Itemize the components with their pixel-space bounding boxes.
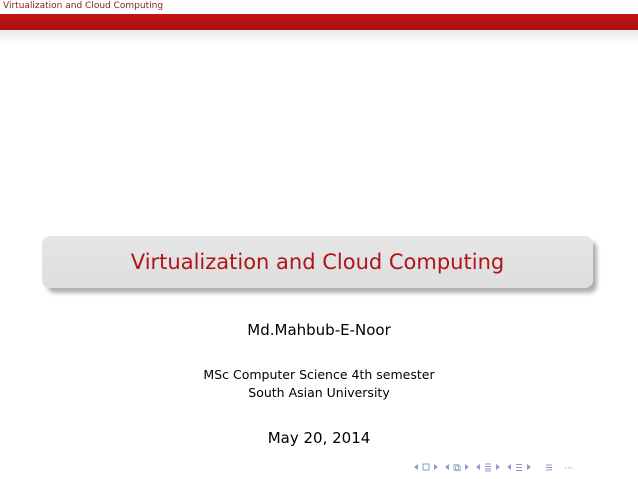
title-box <box>42 236 593 288</box>
header-red-bar <box>0 14 638 30</box>
institute-line-2: South Asian University <box>248 385 390 400</box>
nav-group-subsection <box>443 462 471 472</box>
prev-arrow-icon[interactable] <box>443 462 451 472</box>
author-name: Md.Mahbub-E-Noor <box>247 321 391 339</box>
presentation-date: May 20, 2014 <box>267 429 371 447</box>
beamer-navigation-bar <box>412 461 573 473</box>
header-short-title: Virtualization and Cloud Computing <box>3 1 164 11</box>
nav-group-frame <box>412 462 440 472</box>
next-arrow-icon[interactable] <box>494 462 502 472</box>
frame-icon[interactable] <box>422 462 430 472</box>
nav-group-document <box>505 462 533 472</box>
doc-icon[interactable] <box>515 462 523 472</box>
prev-arrow-icon[interactable] <box>412 462 420 472</box>
header-shade <box>0 30 638 44</box>
next-arrow-icon[interactable] <box>432 462 440 472</box>
search-icon[interactable] <box>565 462 573 472</box>
next-arrow-icon[interactable] <box>525 462 533 472</box>
next-arrow-icon[interactable] <box>463 462 471 472</box>
header-strip <box>0 0 638 14</box>
institute-line-1: MSc Computer Science 4th semester <box>203 367 435 382</box>
nav-group-section <box>474 462 502 472</box>
slide-title: Virtualization and Cloud Computing <box>130 250 505 274</box>
subsection-icon[interactable] <box>453 462 461 472</box>
prev-arrow-icon[interactable] <box>474 462 482 472</box>
section-icon[interactable] <box>484 462 492 472</box>
prev-arrow-icon[interactable] <box>505 462 513 472</box>
institute <box>0 366 638 402</box>
align-icon[interactable] <box>545 462 553 472</box>
